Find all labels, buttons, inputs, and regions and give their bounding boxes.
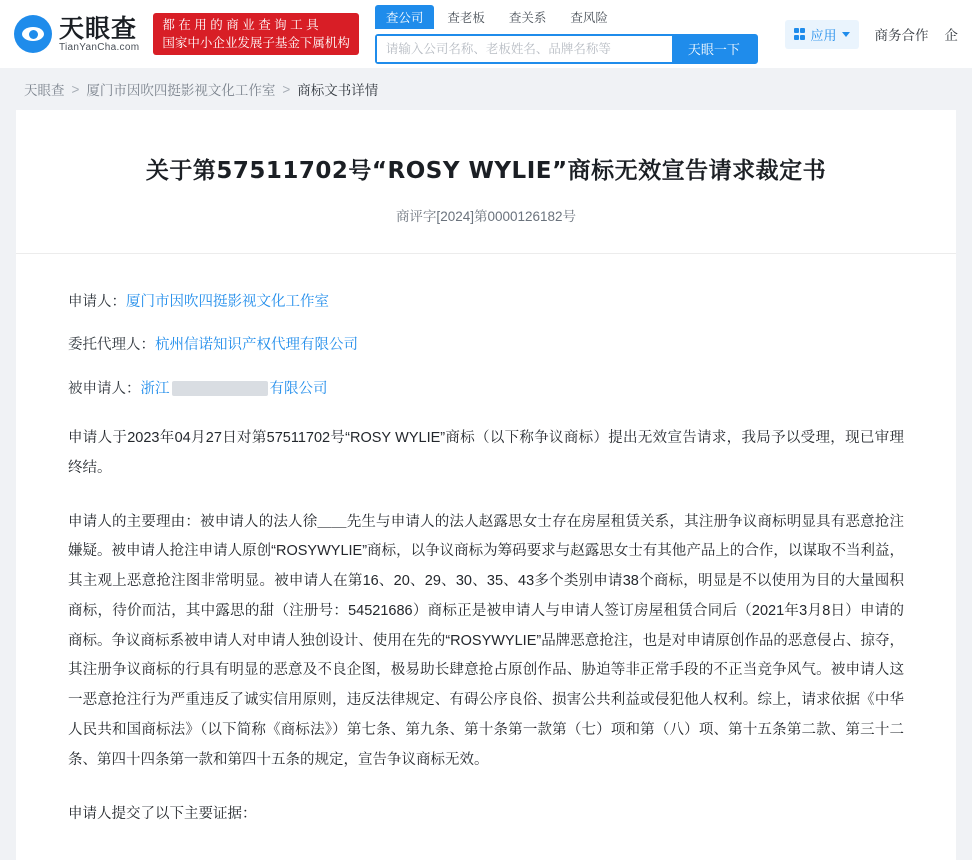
title-divider: [16, 253, 956, 254]
search-box: [375, 34, 758, 64]
eye-shape: [22, 27, 44, 41]
search-tab-company[interactable]: 查公司: [375, 5, 435, 29]
apps-button[interactable]: [785, 20, 859, 49]
grid-icon: [794, 28, 806, 40]
promo-line-1: 都 在 用 的 商 业 查 询 工 具: [162, 18, 319, 33]
document-panel: [16, 110, 956, 860]
header-right: [785, 20, 958, 49]
search-button[interactable]: 天眼一下: [672, 36, 756, 62]
breadcrumb-item-company[interactable]: 厦门市因吹四挺影视文化工作室: [86, 83, 276, 98]
promo-line-2: 国家中小企业发展子基金下属机构: [162, 35, 350, 50]
nav-link-enterprise[interactable]: 企: [944, 28, 958, 43]
redaction-block: [172, 381, 268, 396]
paragraph-acceptance: 申请人于2023年04月27日对第57511702号“ROSY WYLIE”商标（以下称争议商标）提出无效宣告请求，我局予以受理，现已审理终结。: [68, 429, 904, 477]
search-area: [375, 5, 771, 64]
logo-text: [59, 13, 140, 53]
breadcrumb-item-home[interactable]: 天眼查: [24, 83, 65, 98]
logo-text-cn: 天眼查: [59, 13, 138, 43]
chevron-down-icon: [842, 32, 850, 37]
promo-banner: [153, 13, 359, 55]
document-number: 商评字[2024]第0000126182号: [395, 209, 577, 224]
meta-label-agent: 委托代理人：: [68, 337, 155, 354]
search-tabs: [375, 5, 771, 29]
site-header: [0, 0, 972, 68]
search-tab-boss[interactable]: 查老板: [447, 10, 485, 25]
meta-value-applicant[interactable]: 厦门市因吹四挺影视文化工作室: [126, 294, 329, 310]
breadcrumb-item-current: 商标文书详情: [297, 83, 379, 98]
search-tab-relation[interactable]: 查关系: [508, 10, 547, 25]
meta-row-agent: [68, 335, 904, 355]
breadcrumb-separator: >: [282, 81, 291, 97]
paragraph-evidence-intro: 申请人提交了以下主要证据：: [68, 806, 257, 823]
nav-link-business[interactable]: 商务合作: [874, 28, 929, 43]
logo-text-en: TianYanCha.com: [59, 41, 140, 53]
meta-value-respondent-suffix[interactable]: 有限公司: [269, 380, 328, 397]
paragraph-main-reasons: 申请人的主要理由：被申请人的法人徐＿＿先生与申请人的法人赵露思女士存在房屋租赁关系，其注册争议商标明显具有恶意抢注嫌疑。被申请人抢注申请人原创“ROSYWYLIE”商标，以争议商标为筹码要求与赵露思女士有其他产品上的合作，以谋取不当利益，其主观上恶意抢注图非常明显。被申请人在第16、20、29、30、35、43多个类别申请38个商标，明显是不以使用为目的大量囤积商标，待价而沽，其中露思的甜（注册号：54521686）商标正是被申请人与申请人签订房屋租赁合同后（2021年3月8日）申请的商标。争议商标系被申请人对申请人独创设计、使用在先的“ROSYWYLIE”品牌恶意抢注，也是对申请原创作品的恶意侵占、掠夺，其注册争议商标的行具有明显的恶意及不良企图，极易助长肆意抢占原创作品、胁迫等非正常手段的不正当竞争风气。被申请人这一恶意抢注行为严重违反了诚实信用原则，违反法律规定、有碍公序良俗、损害公共利益或侵犯他人权利。综上，请求依据《中华人民共和国商标法》（以下简称《商标法》）第七条、第九条、第十条第一款第（七）项和第（八）项、第十五条第二款、第三十二条、第四十四条第一款和第四十五条的规定，宣告争议商标无效。: [68, 513, 904, 768]
meta-label-respondent: 被申请人：: [68, 380, 141, 397]
meta-value-agent[interactable]: 杭州信诺知识产权代理有限公司: [155, 337, 358, 354]
search-input[interactable]: [377, 36, 672, 62]
breadcrumb: [0, 68, 972, 110]
meta-value-respondent-prefix[interactable]: 浙江: [140, 380, 170, 397]
eye-logo-icon: [14, 15, 52, 53]
breadcrumb-separator: >: [71, 81, 80, 97]
apps-button-label: 应用: [810, 27, 837, 43]
site-logo[interactable]: [14, 15, 139, 53]
meta-row-respondent: [68, 379, 904, 399]
meta-row-applicant: [68, 292, 904, 312]
page-title: 关于第57511702号“ROSY WYLIE”商标无效宣告请求裁定书: [145, 158, 827, 184]
meta-label-applicant: 申请人：: [68, 294, 126, 310]
search-tab-risk[interactable]: 查风险: [570, 10, 608, 25]
document-meta-list: [68, 292, 904, 399]
